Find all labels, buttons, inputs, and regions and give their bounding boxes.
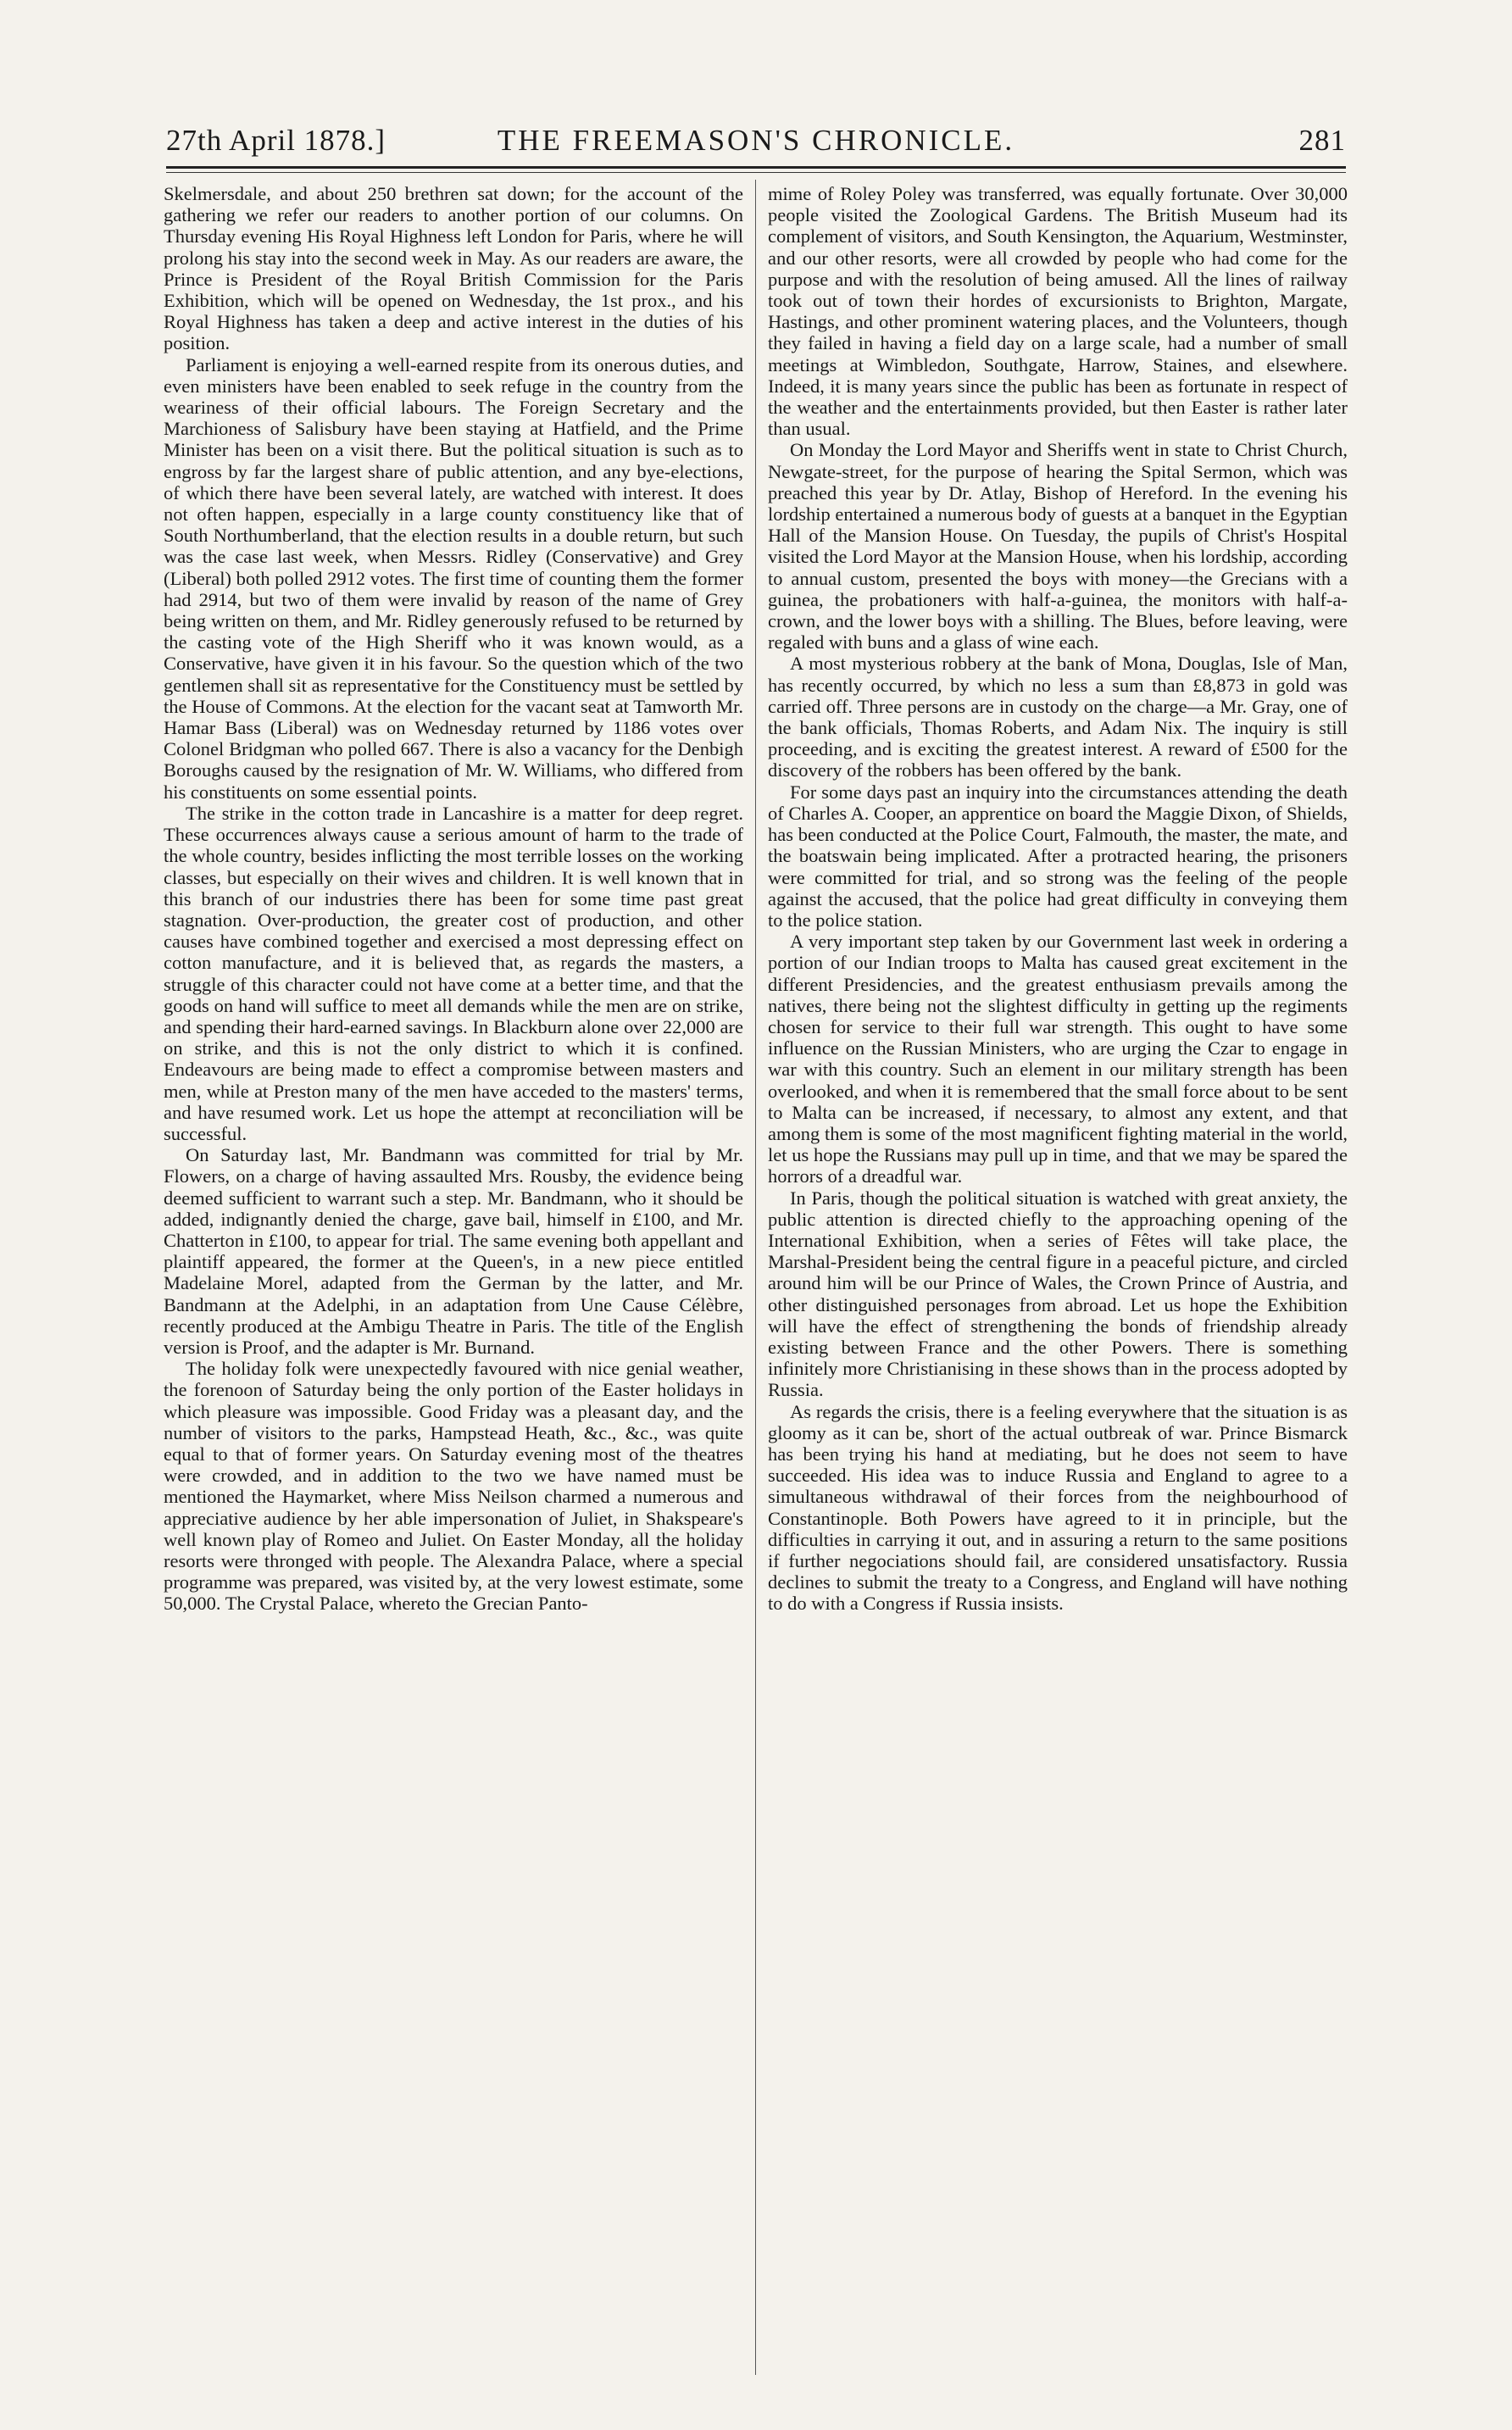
left-column	[164, 183, 743, 1615]
paragraph: In Paris, though the political situation is watched with great anxiety, the public attention is directed chiefly to the approaching opening of the International Exhibition, when a series of Fêtes will take place, the Marshal-President being the central figure in a peaceful picture, and circled around him will be our Prince of Wales, the Crown Prince of Austria, and other distinguished personages from abroad. Let us hope the Exhibition will have the effect of strengthening the bonds of friendship already existing between France and the other Powers. There is something infinitely more Christianising in these shows than in the process adopted by Russia.	[768, 1187, 1348, 1401]
paragraph: Parliament is enjoying a well-earned respite from its onerous duties, and even ministers have been enabled to seek refuge in the country from the weariness of their official labours. The Foreign Secretary and the Marchioness of Salisbury have been staying at Hatfield, and the Prime Minister has been on a visit there. But the political situation is such as to engross by far the largest share of public attention, and any bye-elections, of which there have been several lately, are watched with interest. It does not often happen, especially in a large county constituency like that of South Northumberland, that the election results in a double return, but such was the case last week, when Messrs. Ridley (Conservative) and Grey (Liberal) both polled 2912 votes. The first time of counting them the former had 2914, but two of them were invalid by reason of the name of Grey being written on them, and Mr. Ridley generously refused to be returned by the casting vote of the High Sheriff who it was known would, as a Conservative, have given it in his favour. So the question which of the two gentlemen shall sit as representative for the Constituency must be settled by the House of Commons. At the election for the vacant seat at Tamworth Mr. Hamar Bass (Liberal) was on Wednesday returned by 1186 votes over Colonel Bridgman who polled 667. There is also a vacancy for the Denbigh Boroughs caused by the resignation of Mr. W. Williams, who differed from his constituents on some essential points.	[164, 353, 743, 803]
header-rule-thick	[166, 166, 1346, 169]
page-header	[166, 124, 1346, 164]
paragraph: For some days past an inquiry into the circumstances attending the death of Charles A. Cooper, an apprentice on board the Maggie Dixon, of Shields, has been conducted at the Police Court, Falmouth, the master, the mate, and the boatswain being implicated. After a protracted hearing, the prisoners were committed for trial, and so strong was the feeling of the people against the accused, that the police had great difficulty in conveying them to the police station.	[768, 781, 1348, 931]
paragraph: The strike in the cotton trade in Lancashire is a matter for deep regret. These occurrences always cause a serious amount of harm to the trade of the whole country, besides inflicting the most terrible losses on the working classes, but especially on their wives and children. It is well known that in this branch of our industries there has been for some time past great stagnation. Over-production, the greater cost of production, and other causes have combined together and exercised a most depressing effect on cotton manufacture, and it is believed that, as regards the masters, a struggle of this character could not have come at a better time, and that the goods on hand will suffice to meet all demands while the men are on strike, and spending their hard-earned savings. In Blackburn alone over 22,000 are on strike, and this is not the only district to which it is confined. Endeavours are being made to effect a compromise between masters and men, while at Preston many of the men have acceded to the masters' terms, and have resumed work. Let us hope the attempt at reconciliation will be successful.	[164, 802, 743, 1144]
paragraph: The holiday folk were unexpectedly favoured with nice genial weather, the forenoon of Saturday being the only portion of the Easter holidays in which pleasure was impossible. Good Friday was a pleasant day, and the number of visitors to the parks, Hampstead Heath, &c., &c., was quite equal to that of former years. On Saturday evening most of the theatres were crowded, and in addition to the two we have named must be mentioned the Haymarket, where Miss Neilson charmed a numerous and appreciative audience by her able impersonation of Juliet, in Shakspeare's well known play of Romeo and Juliet. On Easter Monday, all the holiday resorts were thronged with people. The Alexandra Palace, where a special programme was prepared, was visited by, at the very lowest estimate, some 50,000. The Crystal Palace, whereto the Grecian Panto-	[164, 1358, 743, 1615]
paragraph: A most mysterious robbery at the bank of Mona, Douglas, Isle of Man, has recently occurred, by which no less a sum than £8,873 in gold was carried off. Three persons are in custody on the charge—a Mr. Gray, one of the bank officials, Thomas Roberts, and Adam Nix. The inquiry is still proceeding, and is exciting the greatest interest. A reward of £500 for the discovery of the robbers has been offered by the bank.	[768, 653, 1348, 781]
paragraph: On Saturday last, Mr. Bandmann was committed for trial by Mr. Flowers, on a charge of having assaulted Mrs. Rousby, the evidence being deemed sufficient to warrant such a step. Mr. Bandmann, who it should be added, indignantly denied the charge, gave bail, himself in £100, and Mr. Chatterton in £100, to appear for trial. The same evening both appellant and plaintiff appeared, the former at the Queen's, in a new piece entitled Madelaine Morel, adapted from the German by the latter, and Mr. Bandmann at the Adelphi, in an adaptation from Une Cause Célèbre, recently produced at the Ambigu Theatre in Paris. The title of the English version is Proof, and the adapter is Mr. Burnand.	[164, 1144, 743, 1358]
issue-date: 27th April 1878.]	[166, 124, 386, 157]
paragraph: On Monday the Lord Mayor and Sheriffs went in state to Christ Church, Newgate-street, for the purpose of hearing the Spital Sermon, which was preached this year by Dr. Atlay, Bishop of Hereford. In the evening his lordship entertained a numerous body of guests at a banquet in the Egyptian Hall of the Mansion House. On Tuesday, the pupils of Christ's Hospital visited the Lord Mayor at the Mansion House, when his lordship, according to annual custom, presented the boys with money—the Grecians with a guinea, the probationers with half-a-guinea, the monitors with half-a-crown, and the lower boys with a shilling. The Blues, before leaving, were regaled with buns and a glass of wine each.	[768, 439, 1348, 653]
column-divider	[755, 180, 756, 2375]
paragraph: A very important step taken by our Government last week in ordering a portion of our Indian troops to Malta has caused great excitement in the different Presidencies, and the greatest enthusiasm prevails among the natives, there being not the slightest difficulty in getting up the regiments chosen for service to their full war strength. This ought to have some influence on the Russian Ministers, who are urging the Czar to engage in war with this country. Such an element in our military strength has been overlooked, and when it is remembered that the small force about to be sent to Malta can be increased, if necessary, to almost any extent, and that among them is some of the most magnificent fighting material in the world, let us hope the Russians may pull up in time, and that we may be spared the horrors of a dreadful war.	[768, 931, 1348, 1187]
page-number: 281	[1298, 124, 1346, 157]
paragraph: Skelmersdale, and about 250 brethren sat down; for the account of the gathering we refer our readers to another portion of our columns. On Thursday evening His Royal Highness left London for Paris, where he will prolong his stay into the second week in May. As our readers are aware, the Prince is President of the Royal British Commission for the Paris Exhibition, which will be opened on Wednesday, the 1st prox., and his Royal Highness has taken a deep and active interest in the duties of his position.	[164, 183, 743, 354]
right-column	[768, 183, 1348, 1615]
paragraph: As regards the crisis, there is a feeling everywhere that the situation is as gloomy as it can be, short of the actual outbreak of war. Prince Bismarck has been trying his hand at mediating, but he does not seem to have succeeded. His idea was to induce Russia and England to agree to a simultaneous withdrawal of their forces from the neighbourhood of Constantinople. Both Powers have agreed to it in principle, but the difficulties in carrying it out, and in assuring a return to the same positions if further negociations should fail, are considered unsatisfactory. Russia declines to submit the treaty to a Congress, and England will have nothing to do with a Congress if Russia insists.	[768, 1400, 1348, 1615]
publication-title: THE FREEMASON'S CHRONICLE.	[497, 124, 1015, 157]
paragraph: mime of Roley Poley was transferred, was equally fortunate. Over 30,000 people visited the Zoological Gardens. The British Museum had its complement of visitors, and South Kensington, the Aquarium, Westminster, and our other resorts, were all crowded by people who had come for the purpose and with the resolution of being amused. All the lines of railway took out of town their hordes of excursionists to Brighton, Margate, Hastings, and other prominent watering places, and the Volunteers, though they failed in having a field day on a large scale, had a number of small meetings at Wimbledon, Southgate, Harrow, Staines, and elsewhere. Indeed, it is many years since the public has been as fortunate in respect of the weather and the entertainments provided, but then Easter is rather later than usual.	[768, 183, 1348, 440]
header-rule-thin	[166, 172, 1346, 173]
